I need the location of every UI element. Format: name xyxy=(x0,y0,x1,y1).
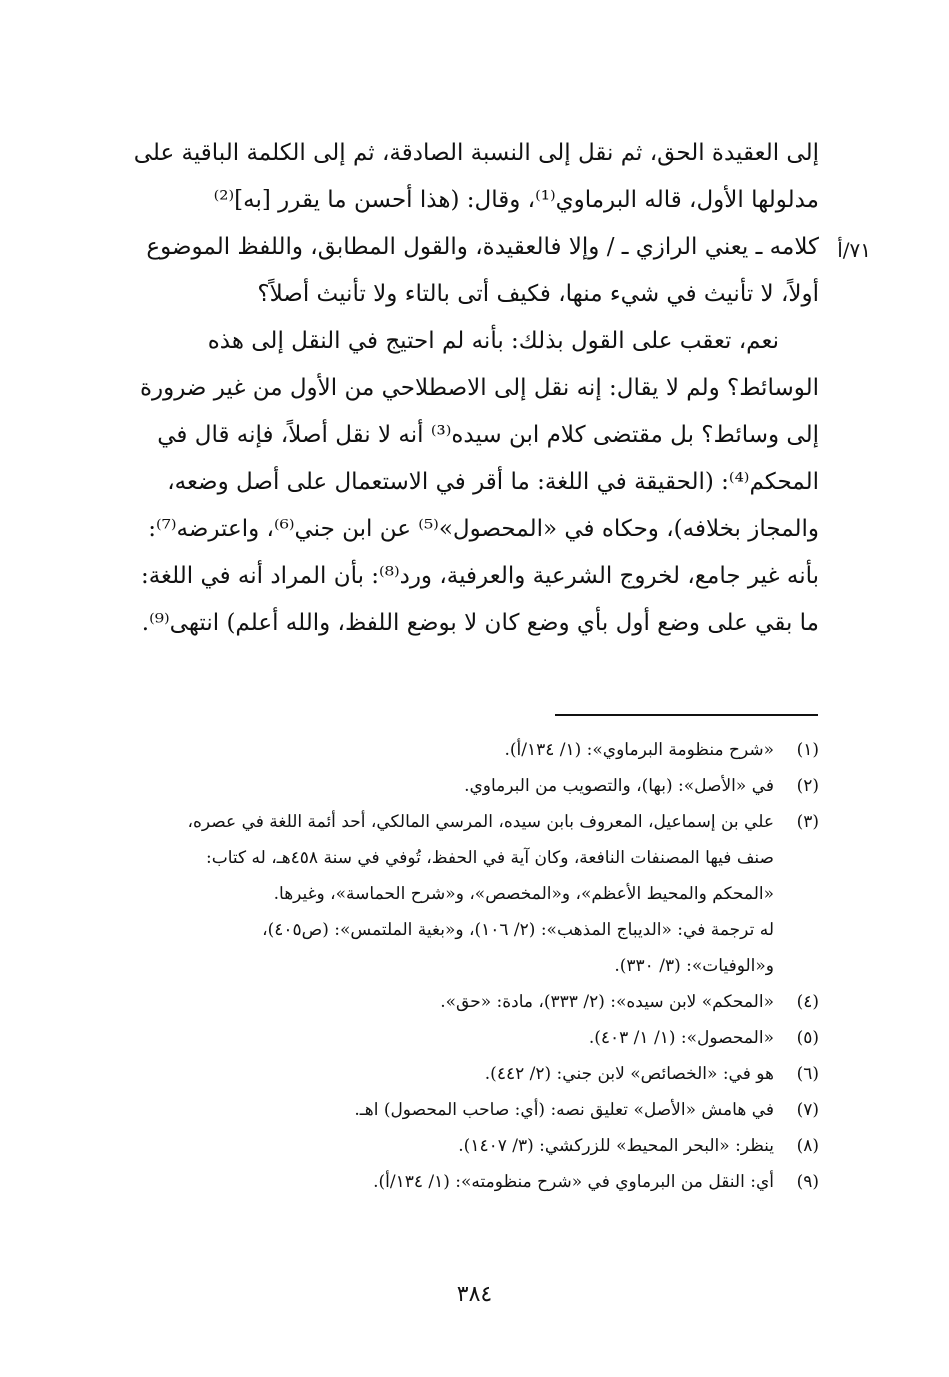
footnote-line: صنف فيها المصنفات النافعة، وكان آية في الحفظ، تُوفي في سنة ٤٥٨هـ، له كتاب: xyxy=(205,848,774,868)
footnote-line: أي: النقل من البرماوي في «شرح منظومته»: (١/ ١٣٤/أ). xyxy=(373,1172,774,1192)
footnote xyxy=(129,768,819,804)
footnote-number: (٣) xyxy=(796,812,819,832)
footnote xyxy=(129,732,819,768)
footnote-text xyxy=(129,1164,774,1200)
text-line: نعم، تعقب على القول بذلك: بأنه لم احتيج في النقل إلى هذه xyxy=(207,328,779,354)
footnote-line: ينظر: «البحر المحيط» للزركشي: (٣/ ١٤٠٧). xyxy=(458,1136,774,1156)
text-line: والمجاز بخلافه)، وحكاه في «المحصول»⁽⁵⁾ عن ابن جني⁽⁶⁾، واعترضه⁽⁷⁾: xyxy=(148,516,819,542)
footnote-text xyxy=(129,768,774,804)
footnote-line: و«الوفيات»: (٣/ ٣٣٠). xyxy=(614,956,774,976)
footnote-line: له ترجمة في: «الديباج المذهب»: (٢/ ١٠٦)، و«بغية الملتمس»: (ص٤٠٥)، xyxy=(262,920,774,940)
manuscript-folio-note: ٧١/أ xyxy=(837,238,871,262)
footnote-text xyxy=(129,804,774,984)
footnote-number: (٧) xyxy=(796,1100,819,1120)
footnote-text xyxy=(129,1092,774,1128)
footnote-number: (٨) xyxy=(796,1136,819,1156)
text-line: إلى العقيدة الحق، ثم نقل إلى النسبة الصادقة، ثم إلى الكلمة الباقية على xyxy=(133,140,819,166)
footnote-number: (٥) xyxy=(796,1028,819,1048)
footnote-number: (٤) xyxy=(796,992,819,1012)
footnote-line: في «الأصل»: (بها)، والتصويب من البرماوي. xyxy=(464,776,774,796)
footnote-text xyxy=(129,1128,774,1164)
footnote xyxy=(129,1128,819,1164)
footnote-text xyxy=(129,984,774,1020)
footnote xyxy=(129,804,819,984)
footnote-line: «المحكم والمحيط الأعظم»، و«المخصص»، و«شرح الحماسة»، وغيرها. xyxy=(273,884,774,904)
text-line: ما بقي على وضع أول بأي وضع كان لا بوضع اللفظ، والله أعلم) انتهى⁽⁹⁾. xyxy=(141,610,819,636)
footnote-number: (١) xyxy=(796,740,819,760)
footnotes xyxy=(129,732,819,1200)
text-line: بأنه غير جامع، لخروج الشرعية والعرفية، ورد⁽⁸⁾: بأن المراد أنه في اللغة: xyxy=(140,563,819,589)
footnote-line: علي بن إسماعيل، المعروف بابن سيده، المرسي المالكي، أحد أئمة اللغة في عصره، xyxy=(187,812,774,832)
footnote-line: «المحصول»: (١/ ١/ ٤٠٣). xyxy=(588,1028,774,1048)
footnote-line: في هامش «الأصل» تعليق نصه: (أي: صاحب المحصول) اهـ. xyxy=(354,1100,774,1120)
footnote-separator xyxy=(555,714,818,716)
footnote-line: «المحكم» لابن سيده»: (٢/ ٣٣٣)، مادة: «حق». xyxy=(440,992,774,1012)
footnote xyxy=(129,1092,819,1128)
footnote-text xyxy=(129,1020,774,1056)
footnote xyxy=(129,1020,819,1056)
footnote-line: هو في: «الخصائص» لابن جني: (٢/ ٤٤٢). xyxy=(484,1064,774,1084)
footnote xyxy=(129,1056,819,1092)
footnote-text xyxy=(129,732,774,768)
footnote-line: «شرح منظومة البرماوي»: (١/ ١٣٤/أ). xyxy=(504,740,774,760)
footnote-number: (٢) xyxy=(796,776,819,796)
text-line: مدلولها الأول، قاله البرماوي⁽¹⁾، وقال: (هذا أحسن ما يقرر [به]⁽²⁾ xyxy=(213,187,819,213)
footnote xyxy=(129,1164,819,1200)
footnote-text xyxy=(129,1056,774,1092)
footnote-number: (٩) xyxy=(796,1172,819,1192)
text-line: الوسائط؟ ولم لا يقال: إنه نقل إلى الاصطلاحي من الأول من غير ضرورة xyxy=(139,375,819,401)
main-text xyxy=(129,130,819,647)
text-line: إلى وسائط؟ بل مقتضى كلام ابن سيده⁽³⁾ أنه لا نقل أصلاً، فإنه قال في xyxy=(157,422,819,448)
text-line: كلامه ـ يعني الرازي ـ / وإلا فالعقيدة، والقول المطابق، واللفظ الموضوع xyxy=(146,234,819,260)
page-number: ٣٨٤ xyxy=(456,1282,493,1307)
text-line: المحكم⁽⁴⁾: (الحقيقة في اللغة: ما أقر في الاستعمال على أصل وضعه، xyxy=(167,469,819,495)
footnote-number: (٦) xyxy=(796,1064,819,1084)
text-line: أولاً، لا تأنيث في شيء منها، فكيف أتى بالتاء ولا تأنيث أصلاً؟ xyxy=(257,281,819,307)
footnote xyxy=(129,984,819,1020)
